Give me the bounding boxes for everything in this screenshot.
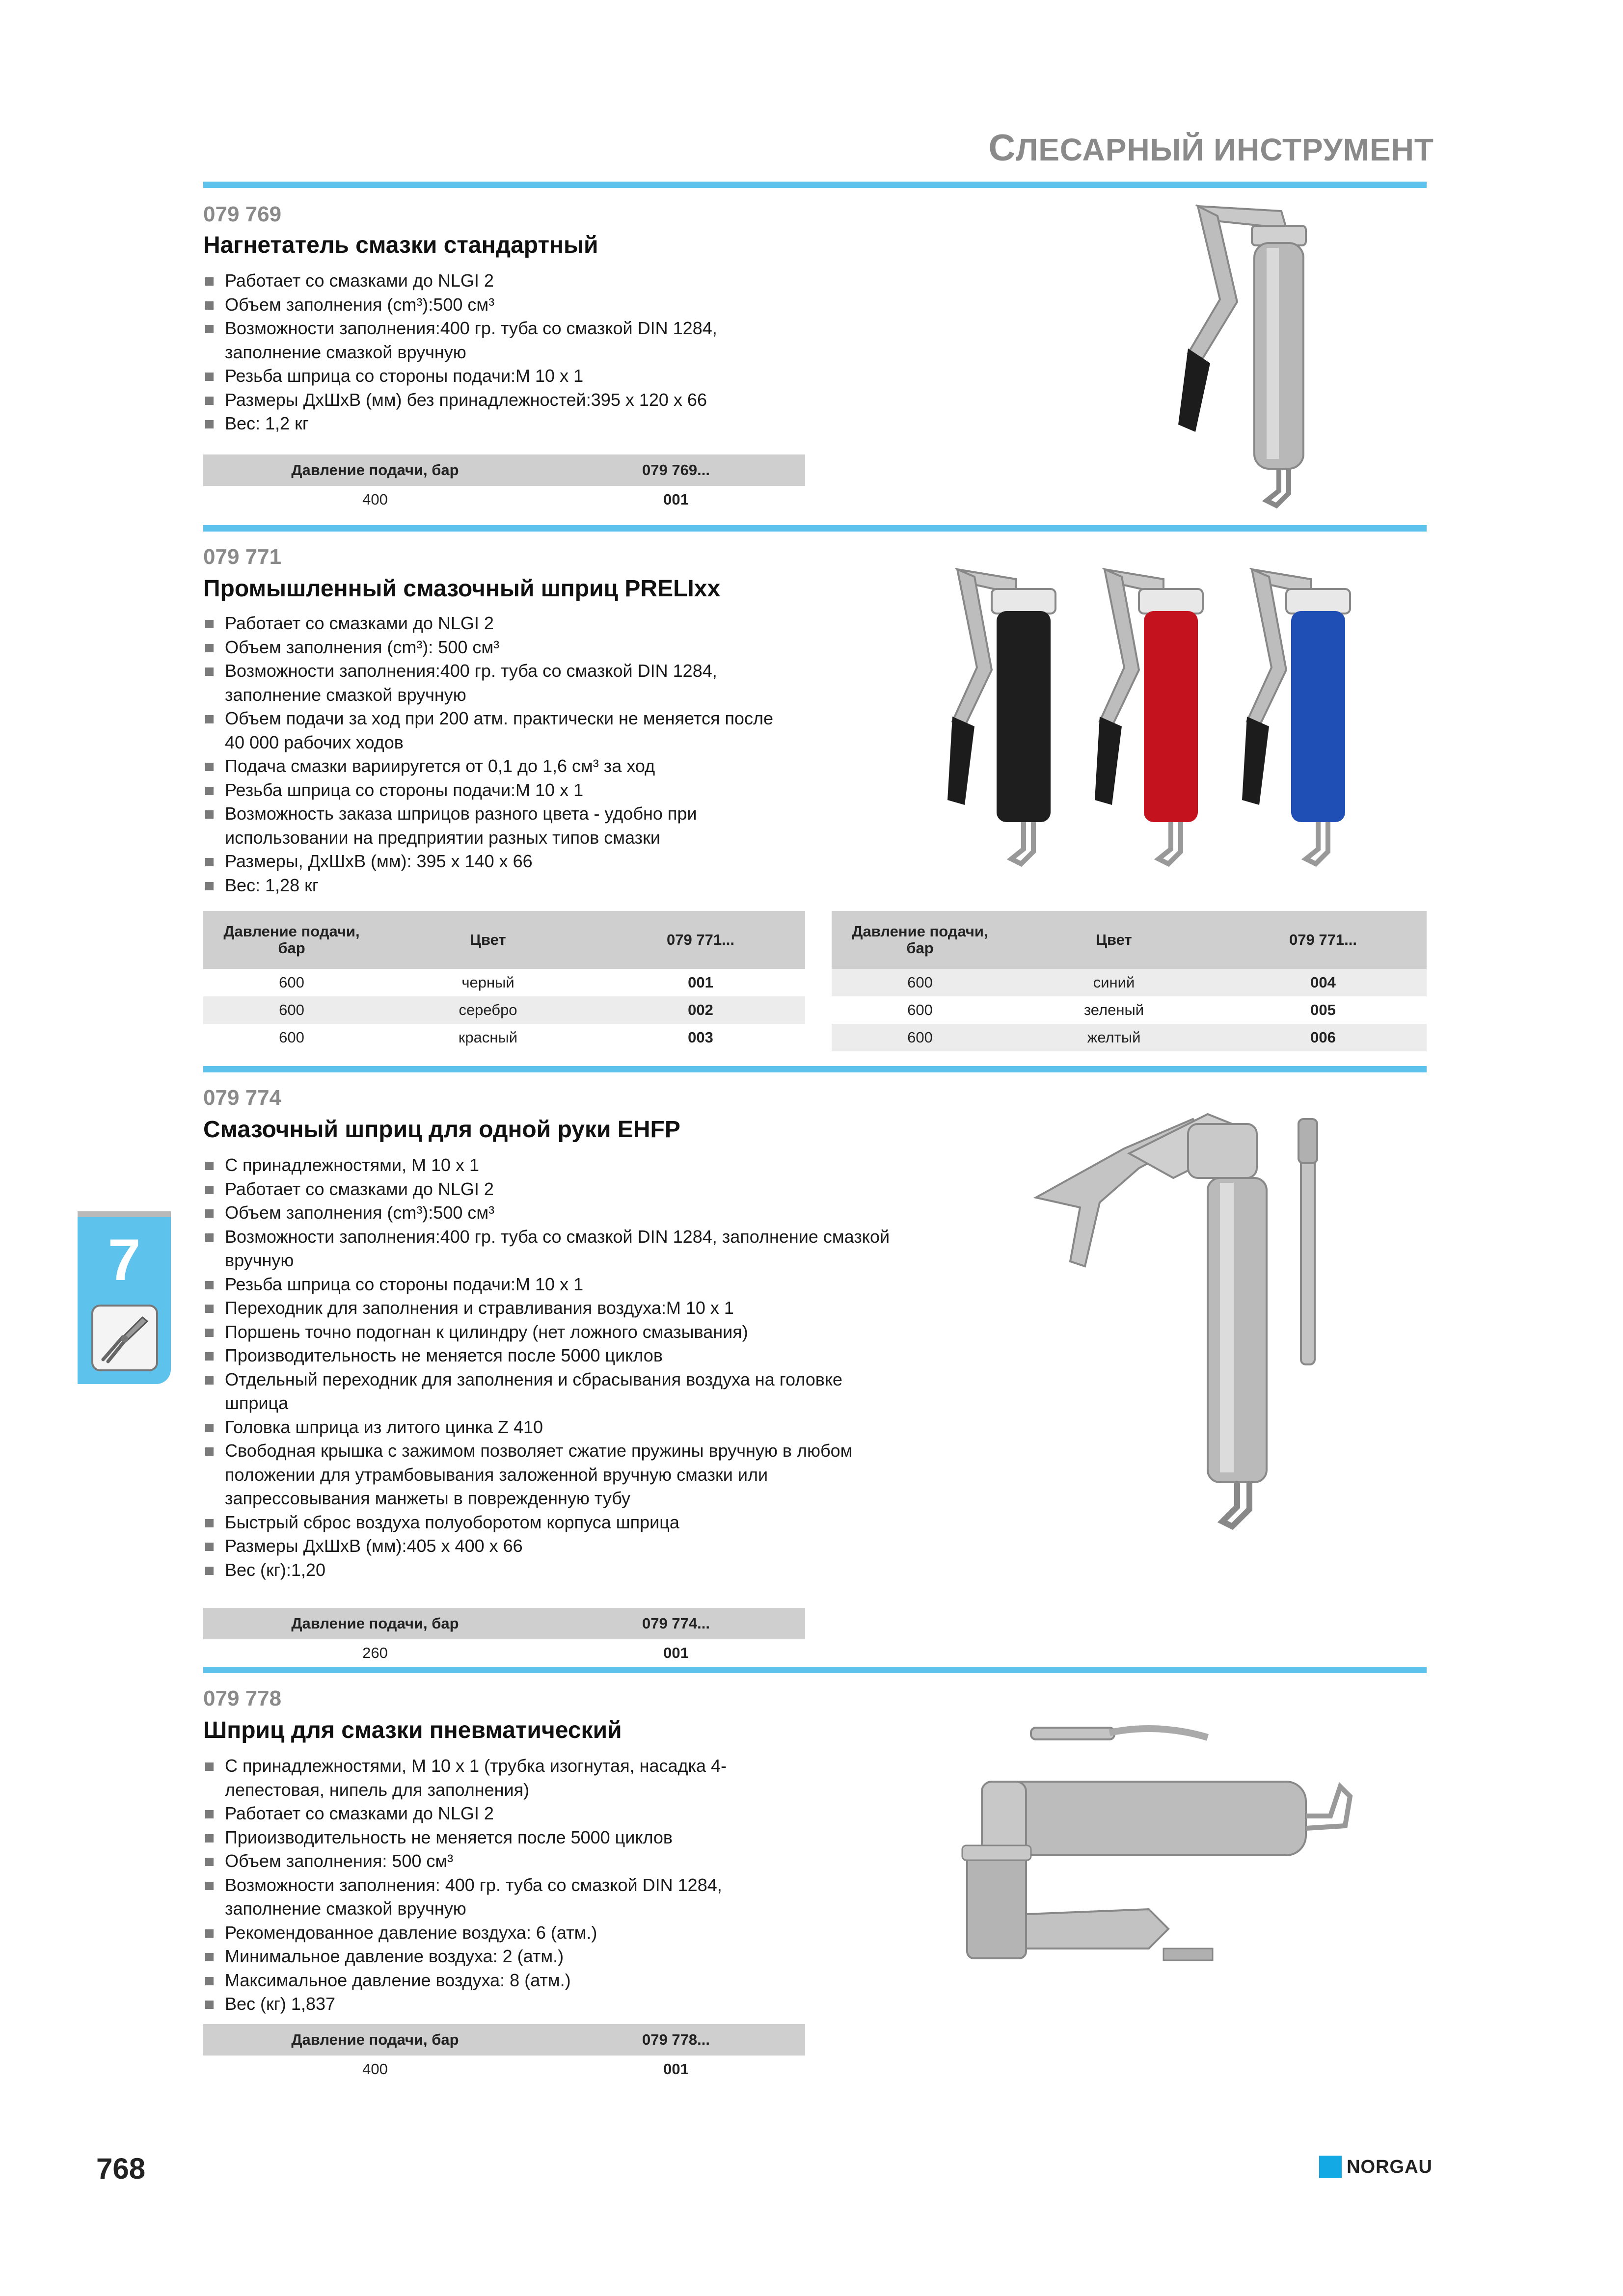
- feature-item: Размеры ДхШхВ (мм) без принадлежностей:395 x 120 x 66: [203, 388, 775, 412]
- feature-item: Подача смазки варииругется от 0,1 до 1,6 см³ за ход: [203, 754, 775, 778]
- feature-item: Работает со смазками до NLGI 2: [203, 1802, 775, 1826]
- feature-item: Вес (кг) 1,837: [203, 1992, 775, 2016]
- grease-gun-lever-icon: [1168, 201, 1330, 515]
- feature-item: Резьба шприца со стороны подачи:M 10 x 1: [203, 778, 775, 802]
- product-code: 079 769: [203, 202, 282, 226]
- feature-list: [203, 269, 775, 436]
- feature-item: Возможности заполнения:400 гр. туба со смазкой DIN 1284, заполнение смазкой вручную: [203, 659, 775, 707]
- table-header: 079 771...: [596, 911, 805, 969]
- section-divider: [203, 182, 1427, 188]
- spec-table: [203, 1608, 805, 1667]
- chapter-title-rest: ЛЕСАРНЫЙ ИНСТРУМЕНТ: [1016, 132, 1434, 167]
- feature-item: Размеры ДхШхВ (мм):405 x 400 x 66: [203, 1534, 912, 1558]
- table-header: Давление подачи, бар: [203, 1608, 547, 1639]
- table-cell: 260: [362, 1644, 388, 1661]
- blue-grease-gun: [1242, 569, 1350, 864]
- table-cell: 001: [663, 1644, 689, 1661]
- spec-table-left: [203, 911, 805, 1051]
- table-cell: 005: [1310, 1001, 1336, 1018]
- feature-item: Объем подачи за ход при 200 атм. практически не меняется после 40 000 рабочих ходов: [203, 707, 775, 754]
- pliers-icon: [91, 1305, 158, 1371]
- table-cell: 400: [362, 491, 388, 508]
- table-cell: 600: [203, 996, 380, 1024]
- feature-item: Производительность не меняется после 5000 циклов: [203, 1344, 912, 1368]
- pistol-grease-gun-icon: [1026, 1104, 1370, 1546]
- table-cell: 600: [279, 974, 304, 991]
- chapter-title: [988, 127, 1434, 169]
- table-cell: 600: [907, 1001, 933, 1018]
- table-header: 079 774...: [547, 1608, 805, 1639]
- table-row: [832, 969, 1427, 996]
- table-cell: 001: [663, 2060, 689, 2078]
- feature-item: Размеры, ДхШхВ (мм): 395 x 140 x 66: [203, 850, 775, 874]
- table-header: Давление подачи, бар: [203, 2024, 547, 2056]
- pneumatic-grease-gun-icon: [952, 1718, 1404, 1983]
- feature-list: [203, 1754, 775, 2016]
- feature-item: Переходник для заполнения и стравливания воздуха:M 10 x 1: [203, 1296, 912, 1320]
- feature-item: Вес: 1,28 кг: [203, 874, 775, 898]
- feature-item: Работает со смазками до NLGI 2: [203, 1177, 912, 1201]
- feature-item: С принадлежностями, M 10 x 1 (трубка изогнутая, насадка 4-лепестовая, нипель для заполнения): [203, 1754, 775, 1802]
- feature-item: Объем заполнения: 500 см³: [203, 1849, 775, 1873]
- chapter-title-initial: С: [988, 127, 1016, 169]
- table-row: [203, 1639, 805, 1667]
- feature-item: С принадлежностями, M 10 x 1: [203, 1153, 912, 1177]
- feature-item: Вес (кг):1,20: [203, 1558, 912, 1582]
- feature-item: Резьба шприца со стороны подачи:M 10 x 1: [203, 1273, 912, 1297]
- table-cell: 004: [1219, 969, 1427, 996]
- table-header: 079 769...: [547, 454, 805, 486]
- table-cell: 006: [1219, 1024, 1427, 1051]
- table-row: [203, 996, 805, 1024]
- chapter-tab-bar: [78, 1211, 171, 1217]
- table-cell: 001: [663, 491, 689, 508]
- table-header: 079 778...: [547, 2024, 805, 2056]
- feature-item: Резьба шприца со стороны подачи:M 10 x 1: [203, 364, 775, 388]
- table-header: Давление подачи, бар: [203, 911, 380, 969]
- product-code: 079 771: [203, 545, 282, 569]
- feature-item: Отдельный переходник для заполнения и сбрасывания воздуха на головке шприца: [203, 1368, 853, 1415]
- table-row: [203, 486, 805, 513]
- table-cell: 600: [279, 1029, 304, 1046]
- spec-table: [203, 454, 805, 513]
- table-header: Цвет: [380, 911, 596, 969]
- feature-item: Быстрый сброс воздуха полуоборотом корпуса шприца: [203, 1511, 912, 1535]
- feature-item: Возможности заполнения:400 гр. туба со смазкой DIN 1284, заполнение смазкой вручную: [203, 317, 775, 364]
- feature-item: Возможности заполнения: 400 гр. туба со смазкой DIN 1284, заполнение смазкой вручную: [203, 1873, 775, 1921]
- table-row: [832, 1024, 1427, 1051]
- feature-item: Минимальное давление воздуха: 2 (атм.): [203, 1945, 775, 1969]
- section-divider: [203, 1066, 1427, 1072]
- product-title: Смазочный шприц для одной руки EHFP: [203, 1117, 680, 1143]
- table-cell: 600: [832, 1024, 1008, 1051]
- feature-item: Головка шприца из литого цинка Z 410: [203, 1415, 912, 1440]
- feature-list: [203, 612, 775, 897]
- black-grease-gun: [947, 569, 1055, 864]
- table-cell: 002: [596, 996, 805, 1024]
- table-header: Давление подачи, бар: [203, 454, 547, 486]
- table-row: [203, 1024, 805, 1051]
- feature-item: Поршень точно подогнан к цилиндру (нет ложного смазывания): [203, 1320, 912, 1344]
- table-cell: серебро: [380, 996, 596, 1024]
- table-cell: красный: [458, 1029, 518, 1046]
- red-grease-gun: [1095, 569, 1203, 864]
- feature-item: Работает со смазками до NLGI 2: [203, 269, 775, 293]
- spec-table: [203, 2024, 805, 2083]
- page-number: 768: [96, 2152, 146, 2185]
- feature-item: Возможность заказа шприцов разного цвета - удобно при использовании на предприятии разных типов смазки: [203, 802, 775, 850]
- table-cell: 600: [832, 969, 1008, 996]
- product-title: Нагнетатель смазки стандартный: [203, 232, 598, 258]
- feature-item: Максимальное давление воздуха: 8 (атм.): [203, 1969, 775, 1993]
- table-cell: 001: [688, 974, 713, 991]
- feature-item: Вес: 1,2 кг: [203, 412, 775, 436]
- product-title: Промышленный смазочный шприц PRELIxx: [203, 576, 721, 602]
- feature-item: Возможности заполнения:400 гр. туба со смазкой DIN 1284, заполнение смазкой вручную: [203, 1225, 912, 1273]
- feature-item: Объем заполнения (cm³):500 см³: [203, 293, 775, 317]
- colored-grease-guns-icon: [943, 560, 1384, 874]
- table-header: 079 771...: [1219, 911, 1427, 969]
- table-cell: 400: [362, 2060, 388, 2078]
- product-code: 079 774: [203, 1086, 282, 1110]
- section-divider: [203, 525, 1427, 532]
- table-cell: желтый: [1008, 1024, 1219, 1051]
- feature-item: Объем заполнения (cm³):500 см³: [203, 1201, 912, 1225]
- table-cell: зеленый: [1083, 1001, 1144, 1018]
- feature-list: [203, 1153, 912, 1582]
- spec-table-right: [832, 911, 1427, 1051]
- table-header: Давление подачи, бар: [832, 911, 1008, 969]
- brand-name: NORGAU: [1347, 2156, 1433, 2177]
- table-row: [203, 969, 805, 996]
- feature-item: Работает со смазками до NLGI 2: [203, 612, 775, 636]
- chapter-tab[interactable]: [78, 1211, 171, 1384]
- table-cell: черный: [461, 974, 514, 991]
- feature-item: Приоизводительность не меняется после 5000 циклов: [203, 1826, 775, 1850]
- brand-square-icon: [1319, 2156, 1342, 2178]
- table-cell: синий: [1008, 969, 1219, 996]
- table-header: Цвет: [1008, 911, 1219, 969]
- section-divider: [203, 1667, 1427, 1673]
- product-code: 079 778: [203, 1686, 282, 1710]
- table-cell: 003: [688, 1029, 713, 1046]
- feature-item: Рекомендованное давление воздуха: 6 (атм.): [203, 1921, 775, 1945]
- chapter-number: 7: [108, 1227, 141, 1293]
- brand-logo: [1319, 2156, 1433, 2178]
- table-row: [832, 996, 1427, 1024]
- feature-item: Свободная крышка с зажимом позволяет сжатие пружины вручную в любом положении для утрамбовывания заложенной вручную смазки или запрессовывания манжеты в поврежденную тубу: [203, 1439, 883, 1511]
- product-title: Шприц для смазки пневматический: [203, 1717, 622, 1743]
- feature-item: Объем заполнения (cm³): 500 см³: [203, 636, 775, 660]
- table-row: [203, 2056, 805, 2083]
